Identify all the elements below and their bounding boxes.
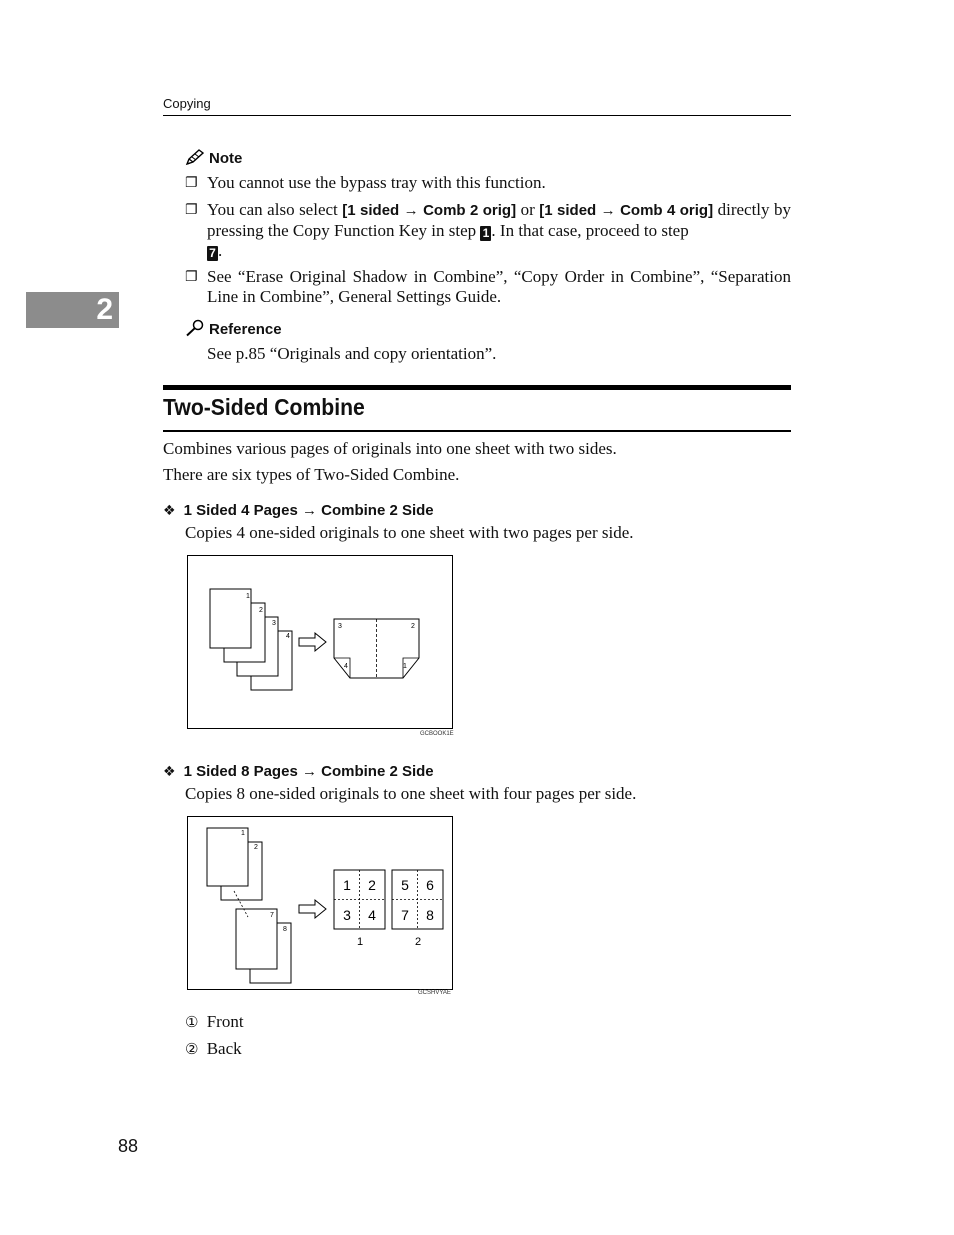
legend-item-back: ② Back <box>185 1039 242 1058</box>
figure-code: GCSHVYAE <box>418 990 451 996</box>
note-item-2: ❐ You can also select [1 sided → Comb 2 orig] or [1 sided → Comb 4 orig] directly by pressing the Copy Function Key in step 1 . In that case, proceed to step 7 . <box>185 200 792 260</box>
legend-marker: ② <box>185 1040 199 1058</box>
chapter-tab: 2 <box>26 292 119 328</box>
title-rule <box>163 430 791 432</box>
title-bar <box>163 385 791 390</box>
sheet-page-number: 3 <box>338 623 342 630</box>
sheet-page-number: 1 <box>343 877 351 893</box>
sheet-page-number: 8 <box>426 907 434 923</box>
diagram-8-pages <box>187 816 453 990</box>
step-number: 1 <box>480 226 491 241</box>
sheet-page-number: 5 <box>401 877 409 893</box>
original-page-number: 4 <box>286 633 290 640</box>
sheet-page-number: 7 <box>401 907 409 923</box>
sheet-page-number: 4 <box>368 907 376 923</box>
arrow-right-icon <box>299 633 326 651</box>
legend-item-front: ① Front <box>185 1012 244 1031</box>
note-heading-text: Note <box>209 150 243 167</box>
reference-text: See p.85 “Originals and copy orientation”. <box>207 344 497 363</box>
sheet-page-number: 6 <box>426 877 434 893</box>
subsection-2-desc: Copies 8 one-sided originals to one sheet with four pages per side. <box>185 784 637 803</box>
subsection-2-heading: ❖ 1 Sided 8 Pages → Combine 2 Side <box>163 763 434 780</box>
sheet-page-number: 3 <box>343 907 351 923</box>
key-label: [1 sided → Comb 4 orig] <box>539 202 714 219</box>
page-number: 88 <box>118 1136 139 1156</box>
running-header: Copying <box>163 96 211 111</box>
original-page <box>210 589 251 648</box>
original-page-number: 1 <box>241 830 245 837</box>
callout-number: 1 <box>356 936 364 948</box>
original-page-number: 8 <box>283 926 287 933</box>
original-page-number: 7 <box>270 912 274 919</box>
pencil-icon <box>185 148 205 166</box>
section-intro-2: There are six types of Two-Sided Combine. <box>163 465 460 484</box>
sheet-page-number: 4 <box>344 663 348 670</box>
figure-code: GCBOOK1E <box>420 731 454 737</box>
original-page-number: 2 <box>254 844 258 851</box>
arrow-right-icon <box>299 900 326 918</box>
original-page-number: 1 <box>246 593 250 600</box>
front-sheet <box>334 870 385 929</box>
note-item-1: ❐ You cannot use the bypass tray with this function. <box>185 173 546 192</box>
back-sheet <box>392 870 443 929</box>
section-title: Two-Sided Combine <box>163 394 365 420</box>
header-rule <box>163 115 791 116</box>
callout-number: 2 <box>414 936 422 948</box>
note-heading <box>185 148 242 168</box>
diagram-4-pages <box>187 555 453 729</box>
note-item-3: ❐ See “Erase Original Shadow in Combine”, “Copy Order in Combine”, “Separation Line in Combine”, General Settings Guide. <box>185 267 791 306</box>
step-number: 7 <box>207 246 218 261</box>
magnifier-icon <box>185 319 205 337</box>
sheet-page-number: 1 <box>403 663 407 670</box>
reference-heading <box>185 319 282 339</box>
key-label: [1 sided → Comb 2 orig] <box>342 202 517 219</box>
legend-marker: ① <box>185 1013 199 1031</box>
section-intro-1: Combines various pages of originals into one sheet with two sides. <box>163 439 617 458</box>
sheet-page-number: 2 <box>411 623 415 630</box>
checkbox-bullet: ❐ <box>185 202 198 218</box>
sheet-page-number: 2 <box>368 877 376 893</box>
reference-heading-text: Reference <box>209 321 282 338</box>
checkbox-bullet: ❐ <box>185 269 198 285</box>
subsection-1-desc: Copies 4 one-sided originals to one sheet with two pages per side. <box>185 523 634 542</box>
original-page-number: 3 <box>272 620 276 627</box>
subsection-1-heading: ❖ 1 Sided 4 Pages → Combine 2 Side <box>163 502 434 519</box>
diamond-bullet-icon: ❖ <box>163 503 176 519</box>
checkbox-bullet: ❐ <box>185 175 198 191</box>
diamond-bullet-icon: ❖ <box>163 764 176 780</box>
original-page-number: 2 <box>259 607 263 614</box>
